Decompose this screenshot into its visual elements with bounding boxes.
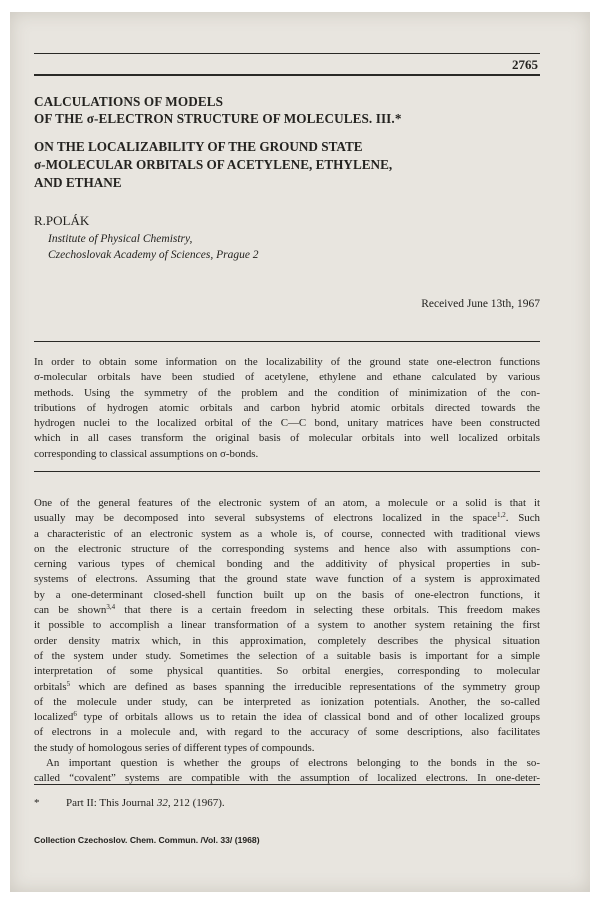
abstract-line: methods. Using the symmetry of the problem and the condition of minimization of the con- — [34, 386, 540, 399]
citation-ref: 6 — [73, 710, 77, 719]
footnote-marker: * — [34, 797, 40, 809]
abstract-line: In order to obtain some information on the localizability of the ground state one-electron functions — [34, 356, 540, 368]
text-run: orbitals — [34, 680, 67, 693]
abstract-rule-bottom — [34, 471, 540, 472]
page-number: 2765 — [512, 57, 538, 72]
footnote — [34, 797, 225, 809]
body-line: on the electronic structure of the corresponding systems and hence also with assumptions con- — [34, 542, 540, 555]
footnote-text: , 212 (1967). — [167, 797, 225, 809]
body-line — [34, 680, 540, 695]
body-line: cerning various types of chemical bonding and the additivity of physical properties in sub- — [34, 558, 540, 571]
abstract-rule-top — [34, 341, 540, 342]
body-line: by a one-determinant closed-shell function built up on the basis of one-electron functions, it — [34, 588, 540, 601]
article-subtitle — [34, 138, 540, 192]
subtitle-line-3: AND ETHANE — [34, 175, 122, 190]
footnote-text: Part II: This Journal — [66, 797, 157, 809]
body-line: of electrons in a molecule and, with regard to the accuracy of some descriptions, also facilitates — [34, 726, 540, 739]
body-text — [34, 496, 540, 787]
text-run: can be shown — [34, 604, 107, 617]
text-run: type of orbitals allows us to retain the idea of classical bond and of other localized groups — [76, 711, 540, 724]
footnote-volume: 32 — [156, 797, 168, 809]
body-line — [34, 710, 540, 725]
body-line: of the molecule under study, can be interpreted as ionization potentials. Another, the so-called — [34, 695, 540, 708]
citation-ref: 3,4 — [106, 603, 116, 612]
body-line: systems of electrons. Assuming that the ground state wave function of a system is approximated — [34, 573, 540, 586]
body-line: interpretation of some physical quantities. So orbital energies, corresponding to molecular — [34, 665, 540, 678]
body-line: called “covalent” systems are compatible with the assumption of localized electrons. In one-deter- — [34, 772, 540, 785]
header-rule-thick — [34, 74, 540, 76]
abstract-line: σ-molecular orbitals have been studied of acetylene, ethylene and ethane calculated by various — [34, 371, 540, 384]
footnote-rule — [34, 784, 540, 785]
header-rule-thin — [34, 53, 540, 54]
body-line: One of the general features of the electronic system of an atom, a molecule or a solid is that it — [34, 497, 540, 509]
text-run: . Such — [505, 512, 540, 525]
body-line: the study of homologous series of different types of compounds. — [34, 741, 315, 754]
abstract-line: hydrogen nuclei to the localized orbital of the C—C bond, unitary matrices have been constructed — [34, 417, 540, 430]
author-name: R.POLÁK — [34, 213, 90, 228]
subtitle-line-2: σ-MOLECULAR ORBITALS OF ACETYLENE, ETHYLENE, — [34, 157, 393, 172]
abstract-line: tributions of hydrogen atomic orbitals and carbon hybrid atomic orbitals directed towards the — [34, 401, 540, 414]
abstract-line: corresponding to classical assumptions on σ-bonds. — [34, 447, 259, 460]
body-line: a characteristic of an electronic system as a whole is, of course, connected with traditional views — [34, 527, 540, 540]
subtitle-line-1: ON THE LOCALIZABILITY OF THE GROUND STATE — [34, 139, 363, 154]
body-line: An important question is whether the groups of electrons belonging to the bonds in the so- — [46, 757, 540, 770]
text-run: which are defined as bases spanning the irreducible representations of the symmetry group — [70, 680, 540, 693]
body-line — [34, 603, 540, 618]
abstract — [34, 355, 540, 462]
abstract-line: which in all cases transform the original basis of molecular orbitals into well localized orbitals — [34, 432, 540, 445]
affiliation-line-2: Czechoslovak Academy of Sciences, Prague 2 — [48, 249, 259, 261]
article-title — [34, 93, 540, 127]
text-run: localized — [34, 711, 74, 724]
body-line: of the system under study. Sometimes the selection of a suitable basis is important for a simple — [34, 649, 540, 662]
citation-ref: 5 — [66, 679, 71, 688]
text-run: usually may be decomposed into several subsystems of electrons localized in the space — [34, 512, 497, 525]
affiliation-line-1: Institute of Physical Chemistry, — [48, 233, 193, 245]
body-line — [34, 511, 540, 526]
journal-page — [10, 12, 590, 892]
body-line: it possible to accomplish a linear transformation of a system to another system retaining the first — [34, 619, 540, 632]
title-line-2: OF THE σ-ELECTRON STRUCTURE OF MOLECULES. III.* — [34, 111, 402, 126]
body-line: order density matrix which, in this approximation, completely describes the physical situation — [34, 634, 540, 647]
citation-ref: 1,2 — [496, 511, 506, 520]
journal-citation: Collection Czechoslov. Chem. Commun. /Vol. 33/ (1968) — [34, 835, 260, 845]
text-run: that there is a certain freedom in selecting these orbitals. This freedom makes — [115, 604, 541, 617]
title-line-1: CALCULATIONS OF MODELS — [34, 94, 224, 109]
received-date: Received June 13th, 1967 — [421, 298, 540, 310]
author-affiliation — [48, 231, 259, 263]
